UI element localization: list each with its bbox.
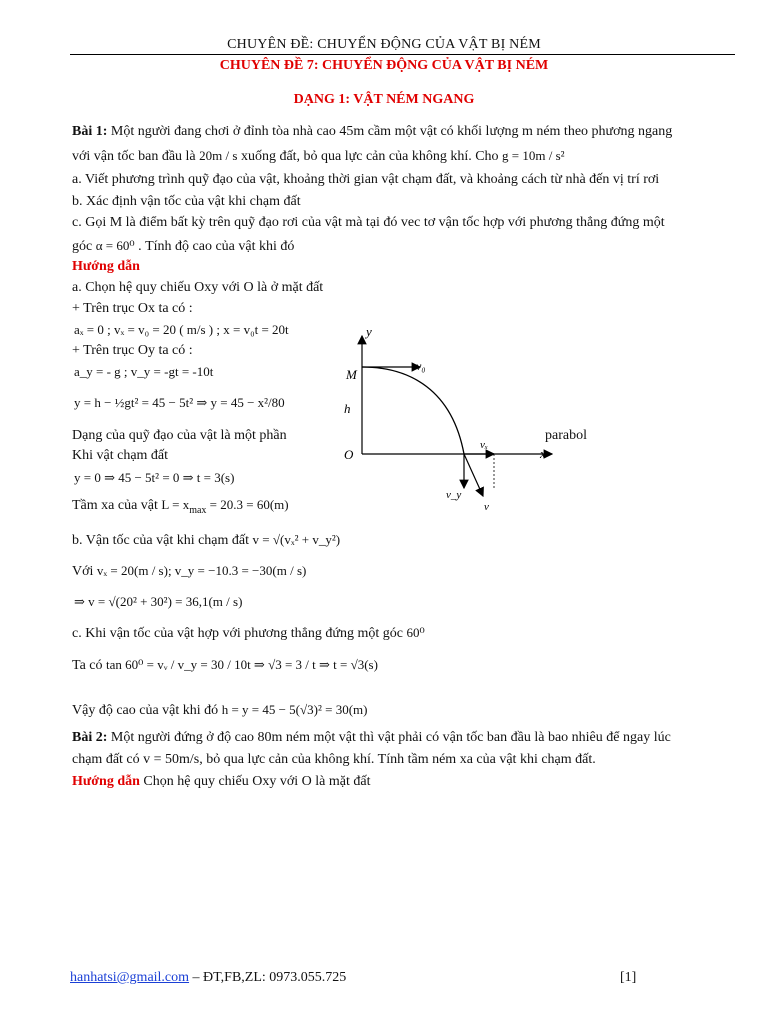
velocity-text: b. Vận tốc của vật khi chạm đất (72, 533, 253, 548)
range-formula-sub: max (189, 504, 207, 516)
vy-label: v_y (446, 489, 462, 501)
tan-text: Ta có (72, 658, 107, 673)
sol-line-8: Khi vật chạm đất (72, 448, 169, 463)
page-number: [1] (620, 970, 637, 985)
components-formula: vₓ = 20(m / s); v_y = −10.3 = −30(m / s) (96, 563, 307, 578)
with-text: Với (72, 564, 97, 579)
sol-line-13: ⇒ v = √(20² + 30²) = 36,1(m / s) (74, 594, 243, 609)
angle-text: c. Khi vận tốc của vật hợp với phương thẳng đứng một góc (72, 626, 407, 641)
v-arrow (464, 454, 483, 496)
height-formula: h = y = 45 − 5(√3)² = 30(m) (221, 702, 368, 717)
header-rule (70, 54, 735, 55)
bai2-guide-text: Chọn hệ quy chiếu Oxy với O là mặt đất (139, 774, 371, 789)
sol-line-7b: parabol (545, 428, 587, 443)
footer-contact (70, 970, 346, 986)
point-m-label: M (346, 367, 357, 382)
range-formula-b: = 20.3 = 60(m) (206, 497, 289, 512)
v0-label: v₀ (416, 359, 426, 373)
angle-value: 60⁰ (406, 625, 425, 640)
bai1-text1: Một người đang chơi ở đỉnh tòa nhà cao 45m cầm một vật có khối lượng m ném theo phương ngang (107, 124, 673, 139)
bai2-text1: Một người đứng ở độ cao 80m ném một vật thì vật phải có vận tốc ban đầu là bao nhiêu để ngay lúc (107, 730, 671, 745)
range-text: Tầm xa của vật (72, 498, 162, 513)
x-axis-label: x (540, 446, 546, 461)
bai1-line2 (72, 148, 565, 165)
bai1-item-c2c: . Tính độ cao của vật khi đó (134, 239, 295, 254)
section-title: DẠNG 1: VẬT NÉM NGANG (293, 92, 475, 107)
bai1-label: Bài 1: (72, 124, 108, 139)
bai2-label: Bài 2: (72, 730, 108, 745)
bai1-item-c1: c. Gọi M là điểm bất kỳ trên quỹ đạo rơi của vật mà tại đó vec tơ vận tốc hợp với phương thẳng đứng một (72, 215, 665, 230)
bai2-line2: chạm đất có v = 50m/s, bỏ qua lực cản của không khí. Tính tầm ném xa của vật khi chạm đất. (72, 752, 596, 767)
height-text: Vậy độ cao của vật khi đó (72, 703, 222, 718)
footer-email-link[interactable]: hanhatsi@gmail.com (70, 970, 190, 985)
sol-line-10 (72, 497, 289, 516)
y-axis-label: y (366, 324, 372, 339)
sol-line-14 (72, 625, 425, 642)
sol-line-4: + Trên trục Oy ta có : (72, 343, 193, 358)
bai2-guide (72, 774, 371, 790)
bai2-line1 (72, 730, 671, 746)
chapter-title: CHUYÊN ĐỀ 7: CHUYỂN ĐỘNG CỦA VẬT BỊ NÉM (219, 58, 549, 73)
sol-line-5: a_y = - g ; v_y = -gt = -10t (74, 364, 214, 379)
sol-line-11 (72, 532, 340, 549)
g-value: g = 10m / s² (502, 148, 565, 163)
running-header: CHUYÊN ĐỀ: CHUYỂN ĐỘNG CỦA VẬT BỊ NÉM (227, 37, 541, 52)
bai1-line1 (72, 124, 672, 140)
height-label: h (344, 401, 351, 416)
bai1-text2c: xuống đất, bỏ qua lực cản của không khí. Cho (237, 149, 503, 164)
range-formula-a: L = x (161, 497, 190, 512)
trajectory-diagram (330, 320, 570, 520)
sol-line-3: aₓ = 0 ; vₓ = v₀ = 20 ( m/s ) ; x = v₀t = 20t (74, 322, 289, 337)
sol-line-15 (72, 657, 378, 674)
bai1-item-c2 (72, 238, 294, 255)
trajectory-curve (362, 367, 464, 454)
origin-label: O (344, 447, 354, 462)
sol-line-1: a. Chọn hệ quy chiếu Oxy với O là ở mặt đất (72, 280, 324, 295)
vx-label: vₓ (480, 439, 489, 451)
bai1-item-b: b. Xác định vận tốc của vật khi chạm đất (72, 194, 301, 209)
guide-label: Hướng dẫn (72, 259, 140, 274)
sol-line-12 (72, 563, 306, 580)
bai1-item-a: a. Viết phương trình quỹ đạo của vật, khoảng thời gian vật chạm đất, và khoảng cách từ nhà đến vị trí rơi (72, 172, 660, 187)
bai2-guide-label: Hướng dẫn (72, 774, 140, 789)
velocity-formula: v = √(vₓ² + v_y²) (252, 532, 341, 547)
footer-contact-text: – ĐT,FB,ZL: 0973.055.725 (189, 970, 347, 985)
alpha-value: α = 60⁰ (95, 238, 135, 253)
bai1-text2a: với vận tốc ban đầu là (72, 149, 200, 164)
sol-line-7a: Dạng của quỹ đạo của vật là một phần (72, 428, 287, 443)
v0-value: 20m / s (199, 148, 238, 163)
bai1-item-c2a: góc (72, 239, 96, 254)
v-label: v (484, 501, 489, 513)
tan-formula: tan 60⁰ = vᵥ / v_y = 30 / 10t ⇒ √3 = 3 / t ⇒ t = √3(s) (106, 657, 378, 672)
sol-line-9: y = 0 ⇒ 45 − 5t² = 0 ⇒ t = 3(s) (74, 470, 235, 485)
sol-line-16 (72, 702, 367, 719)
sol-line-6: y = h − ½gt² = 45 − 5t² ⇒ y = 45 − x²/80 (74, 395, 285, 410)
sol-line-2: + Trên trục Ox ta có : (72, 301, 193, 316)
